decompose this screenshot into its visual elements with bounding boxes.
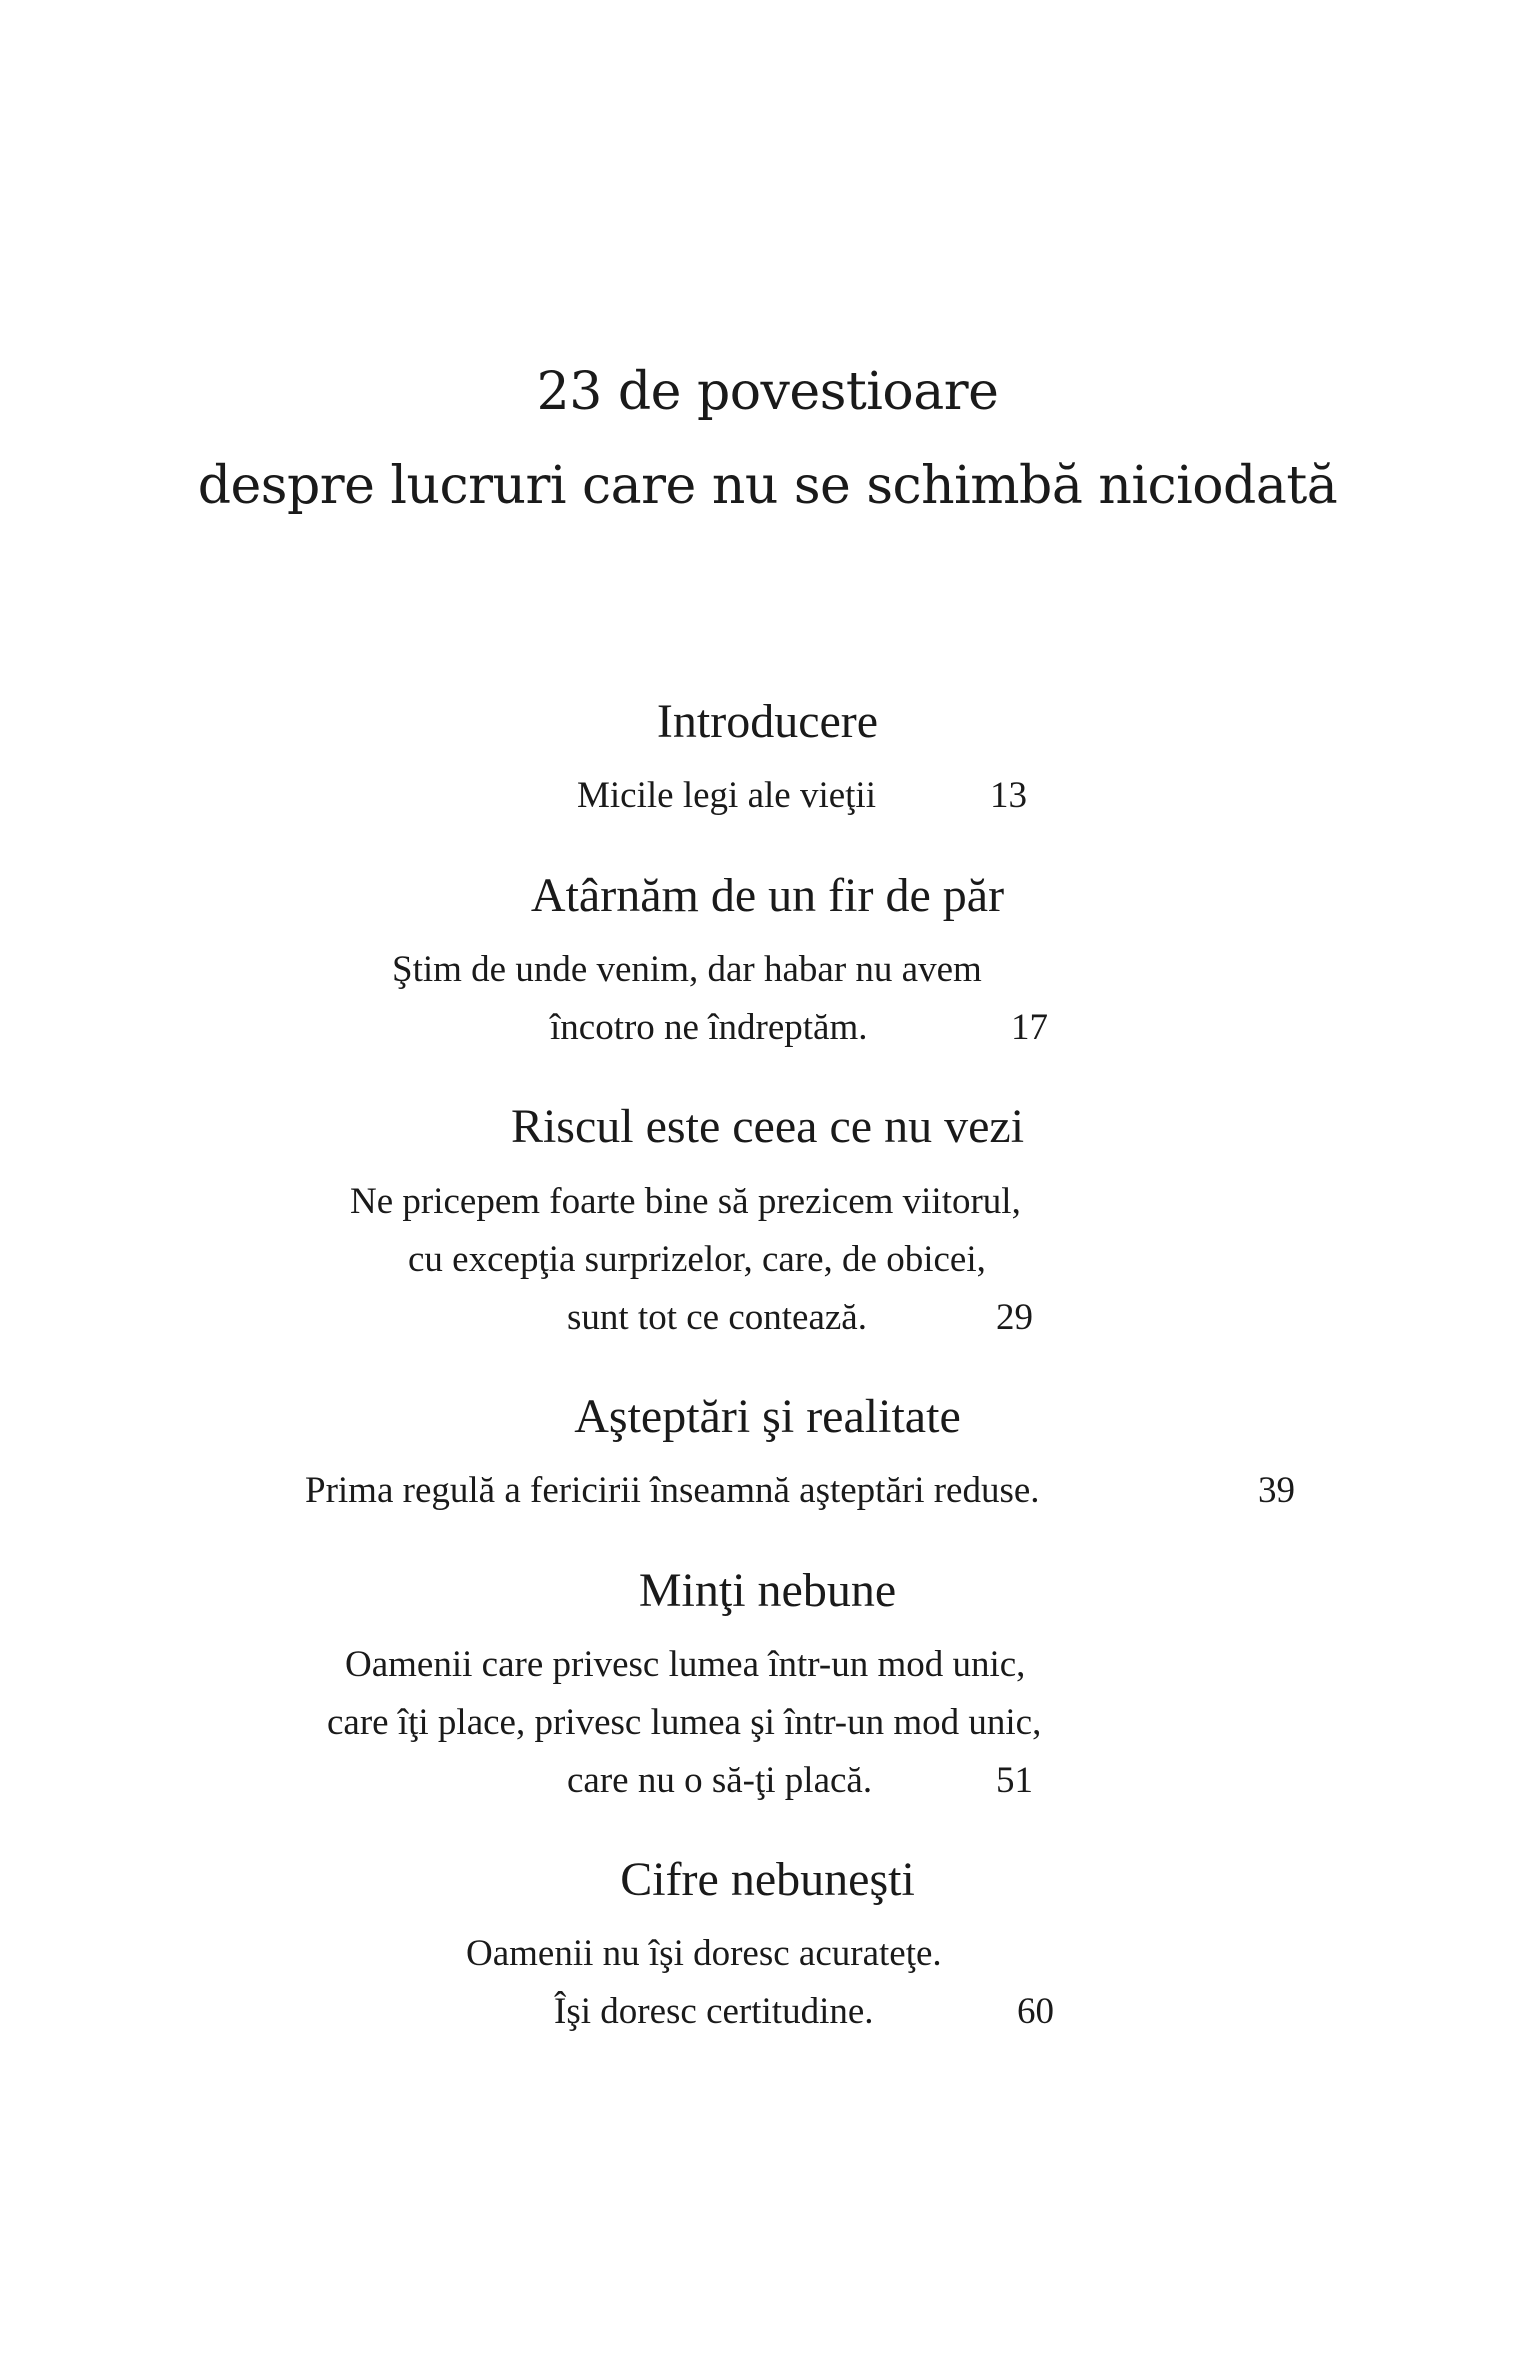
- toc-page-number: 29: [996, 1297, 1033, 1338]
- toc-page-number: 13: [990, 775, 1027, 816]
- toc-entry-line: cu excepţia surprizelor, care, de obicei,: [408, 1239, 986, 1280]
- toc-section-heading: Riscul este ceea ce nu vezi: [510, 1100, 1025, 1153]
- toc-entry-line: Oamenii care privesc lumea într-un mod unic,: [345, 1644, 1026, 1685]
- toc-entry-line: Îşi doresc certitudine.: [554, 1991, 874, 2032]
- toc-section-heading: Introducere: [656, 695, 879, 748]
- toc-entry-line: Ştim de unde venim, dar habar nu avem: [392, 949, 982, 990]
- book-title-line-2: despre lucruri care nu se schimbă niciodată: [197, 456, 1338, 516]
- book-title-line-1: 23 de povestioare: [536, 362, 999, 422]
- toc-entry-line: care nu o să-ţi placă.: [567, 1760, 873, 1801]
- toc-section-heading: Cifre nebuneşti: [620, 1853, 915, 1906]
- toc-section-heading: Aşteptări şi realitate: [574, 1390, 961, 1443]
- toc-entry-line: sunt tot ce contează.: [567, 1297, 867, 1338]
- toc-page-number: 51: [996, 1760, 1033, 1801]
- toc-entry-line: care îţi place, privesc lumea şi într-un mod unic,: [327, 1702, 1042, 1743]
- toc-page-number: 17: [1011, 1007, 1048, 1048]
- toc-section-heading: Minţi nebune: [638, 1564, 897, 1617]
- toc-entry-line: încotro ne îndreptăm.: [550, 1007, 868, 1048]
- toc-section-heading: Atârnăm de un fir de păr: [530, 869, 1005, 922]
- toc-entry-line: Oamenii nu îşi doresc acurateţe.: [466, 1933, 942, 1974]
- toc-entry-line: Ne pricepem foarte bine să prezicem viitorul,: [350, 1181, 1021, 1222]
- toc-page-number: 39: [1258, 1470, 1295, 1511]
- toc-entry-line: Micile legi ale vieţii: [577, 775, 876, 816]
- toc-entry-line: Prima regulă a fericirii înseamnă aşteptări reduse.: [305, 1470, 1040, 1511]
- toc-page-number: 60: [1017, 1991, 1054, 2032]
